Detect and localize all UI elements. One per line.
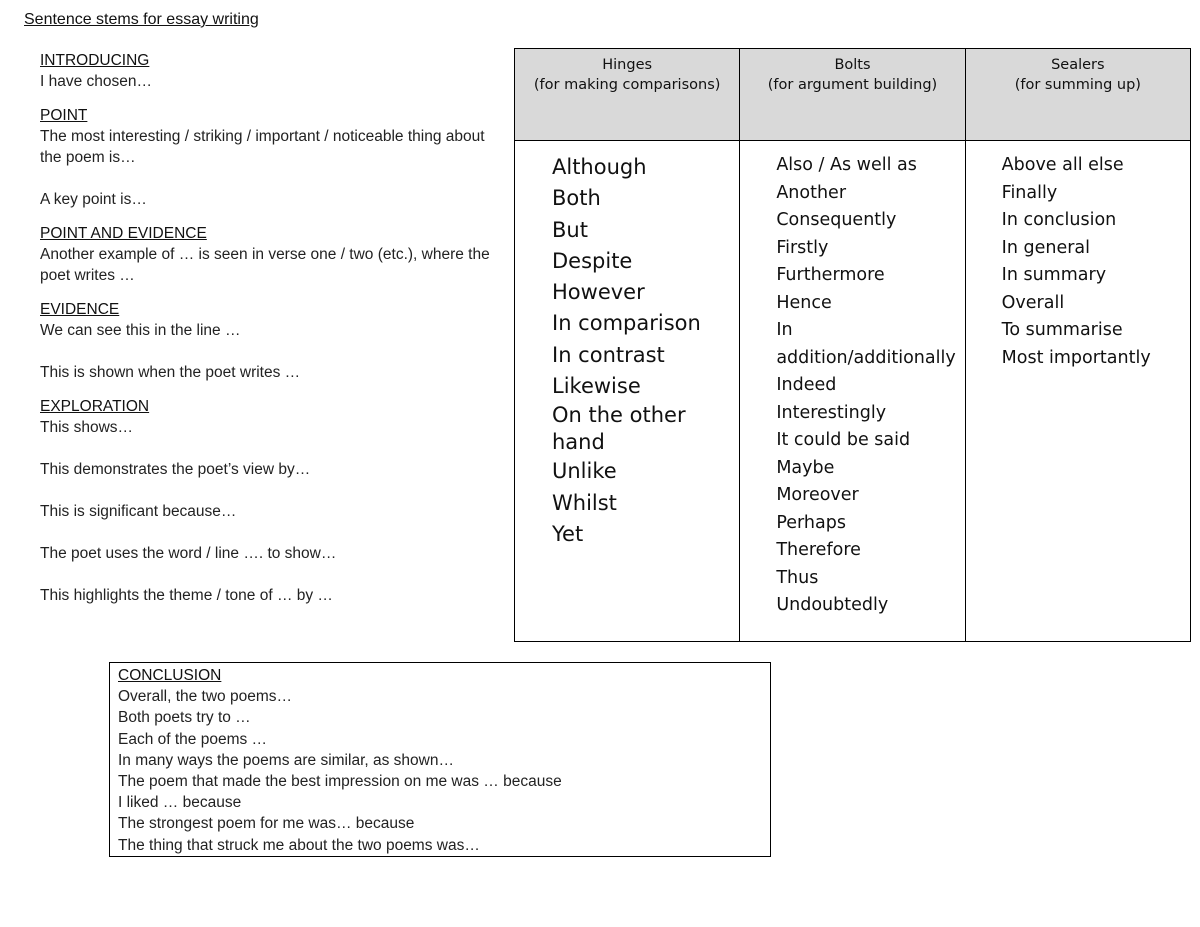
hinge-word: Although [552,155,647,179]
sentence-stem: The poet uses the word / line …. to show… [40,545,337,562]
conclusion-stem: The poem that made the best impression on me was … because [118,773,562,791]
sealer-word: In general [1001,237,1090,258]
hinge-word: In comparison [552,311,701,336]
bolt-word: Hence [776,292,832,313]
bolt-word: Perhaps [776,512,846,533]
bolt-word: Moreover [776,485,859,505]
bolt-word: In addition/additionally [776,320,956,368]
sealer-word: Above all else [1001,155,1124,175]
hinges-cell [515,141,740,642]
sentence-stem: We can see this in the line … [40,322,241,339]
bolt-word: Firstly [776,237,829,258]
section-heading: POINT AND EVIDENCE [40,225,207,242]
sentence-stem: This is shown when the poet writes … [40,364,301,381]
column-title: Bolts [834,57,871,73]
sentence-stem: I have chosen… [40,73,153,90]
hinge-word: However [552,280,645,305]
column-title: Hinges [602,57,653,73]
conclusion-stem: In many ways the poems are similar, as shown… [118,751,454,769]
section-heading: INTRODUCING [40,52,150,69]
sealer-word: Most importantly [1001,347,1151,368]
connectives-table [514,48,1191,642]
hinge-word: Despite [552,248,633,273]
sentence-stem: This shows… [40,419,134,436]
hinge-word: In contrast [552,342,665,367]
column-subtitle: (for summing up) [1014,77,1141,93]
hinges-header [515,49,740,141]
hinge-word: On the other hand [552,403,686,455]
table-header-row [515,49,1191,141]
hinge-word: Likewise [552,374,641,399]
bolts-header [740,49,965,141]
sealers-cell [965,141,1190,642]
bolts-cell [740,141,965,642]
column-subtitle: (for argument building) [767,77,938,93]
hinge-word: Both [552,186,601,211]
sentence-stem: Another example of … is seen in verse one / two (etc.), where the poet writes … [40,246,490,284]
section-heading: EXPLORATION [40,398,150,415]
conclusion-stem: Each of the poems … [118,730,268,748]
column-subtitle: (for making comparisons) [533,77,721,93]
conclusion-stem: The strongest poem for me was… because [118,815,415,833]
bolt-word: Therefore [776,540,861,560]
sentence-stem: This highlights the theme / tone of … by … [40,587,333,604]
sentence-stem: This demonstrates the poet’s view by… [40,461,311,478]
sentence-stem: This is significant because… [40,503,237,520]
sealer-word: Finally [1001,182,1058,203]
bolt-word: Consequently [776,210,897,230]
table-body-row [515,141,1191,642]
sealers-list [967,142,1189,372]
hinge-word: Unlike [552,459,617,484]
bolt-word: Indeed [776,375,837,395]
conclusion-box [109,662,771,857]
sealer-word: To summarise [1001,320,1123,340]
conclusion-stem: The thing that struck me about the two poems was… [118,836,480,854]
section-heading: EVIDENCE [40,301,120,318]
conclusion-heading: CONCLUSION [118,667,222,684]
bolt-word: Maybe [776,457,835,478]
section-heading: POINT [40,107,88,124]
sentence-stem: A key point is… [40,191,147,208]
bolt-word: Thus [776,567,819,588]
conclusion-stem: I liked … because [118,794,242,812]
hinge-word: Whilst [552,490,617,515]
document-title: Sentence stems for essay writing [24,11,259,28]
bolt-word: Furthermore [776,265,885,285]
bolt-word: Interestingly [776,402,887,423]
sentence-stem-sections [40,50,500,619]
conclusion-stem: Both poets try to … [118,709,251,727]
conclusion-stem: Overall, the two poems… [118,688,293,706]
sealer-word: Overall [1001,292,1065,313]
bolt-word: Undoubtedly [776,595,889,615]
hinge-word: Yet [552,521,584,546]
bolt-word: Also / As well as [776,155,917,175]
section-exploration [40,396,500,606]
section-introducing [40,50,500,92]
column-title: Sealers [1051,57,1105,73]
section-evidence [40,299,500,383]
hinges-list [516,142,738,550]
section-point-and-evidence [40,223,500,286]
sealer-word: In summary [1001,265,1107,285]
sealers-header [965,49,1190,141]
section-point [40,105,500,210]
hinge-word: But [552,217,588,242]
sealer-word: In conclusion [1001,210,1117,230]
sentence-stem: The most interesting / striking / important / noticeable thing about the poem is… [40,128,485,166]
bolt-word: It could be said [776,430,911,450]
bolt-word: Another [776,182,847,203]
bolts-list [741,142,963,620]
